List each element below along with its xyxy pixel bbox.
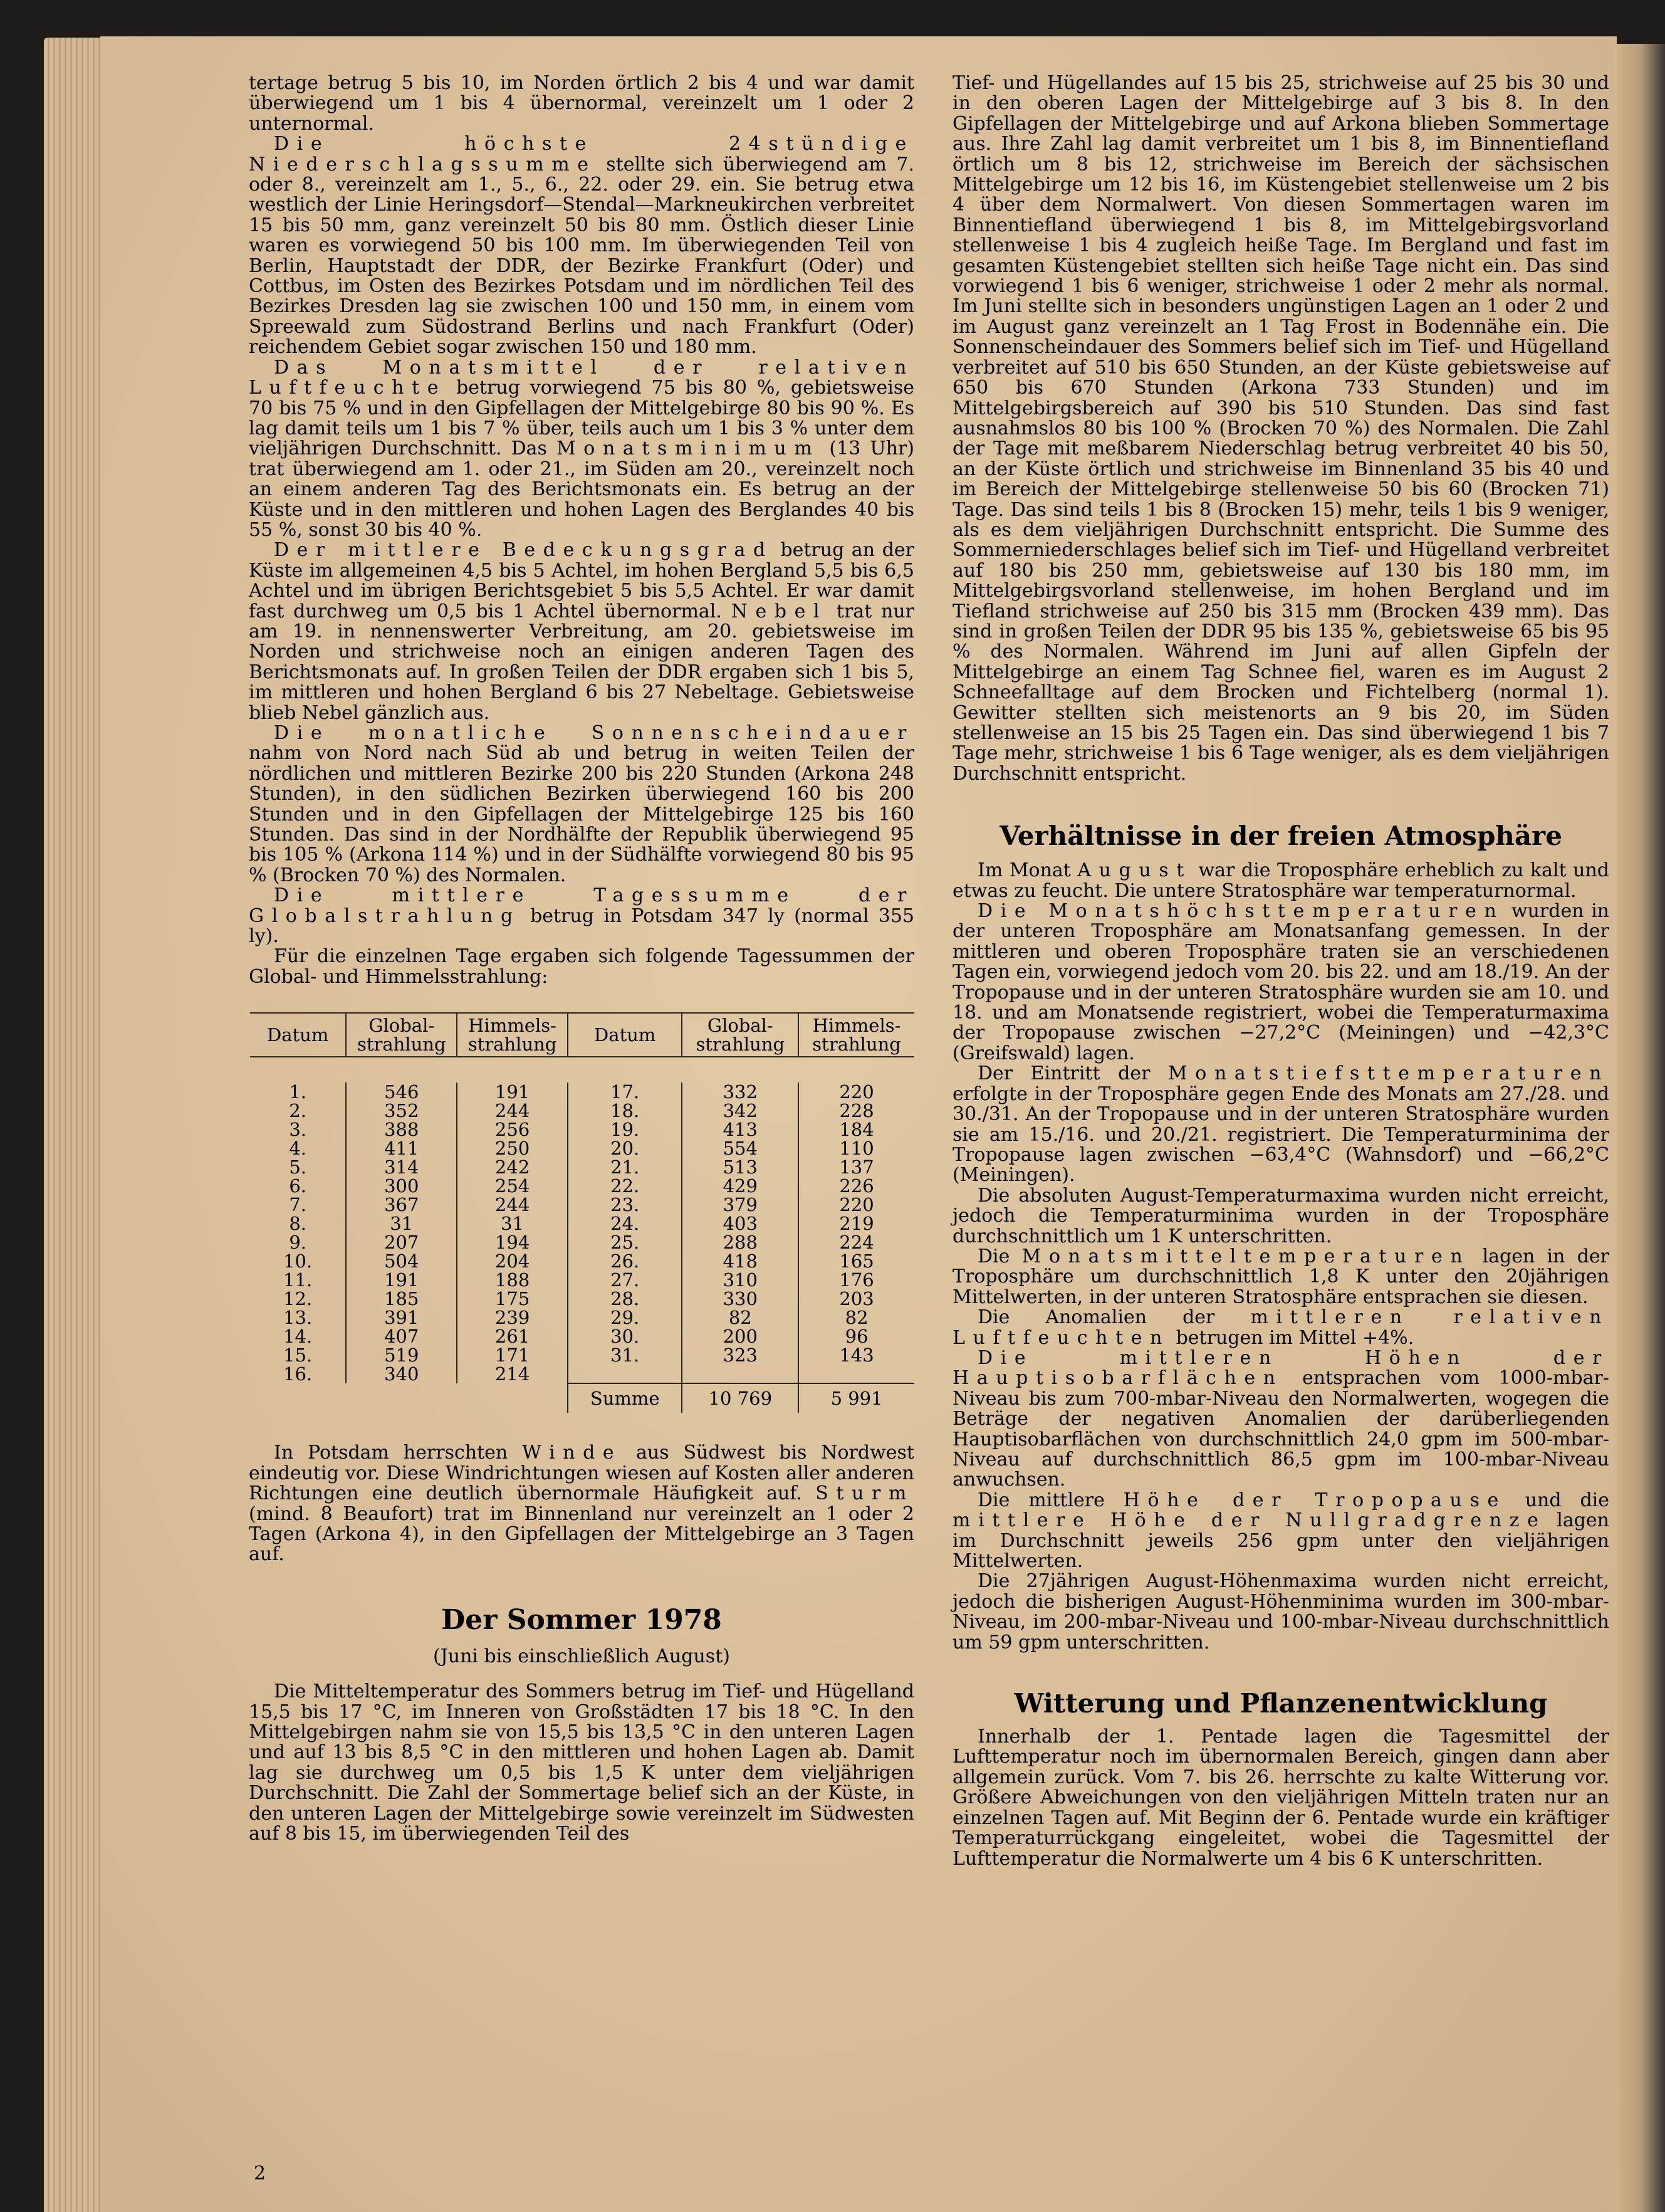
heading-atmosphaere: Verhältnisse in der freien Atmosphäre bbox=[1000, 820, 1562, 852]
table-cell: 300 bbox=[346, 1177, 457, 1195]
table-cell: 244 bbox=[457, 1195, 568, 1214]
table-row bbox=[250, 1101, 914, 1120]
heading-pflanzen: Witterung und Pflanzenentwicklung bbox=[1014, 1688, 1548, 1719]
table-cell: 340 bbox=[346, 1365, 457, 1383]
term: Nebel bbox=[731, 600, 828, 622]
table-row bbox=[250, 1346, 914, 1365]
left-column bbox=[249, 73, 914, 1844]
subheading-sommer: (Juni bis einschließlich August) bbox=[433, 1645, 730, 1667]
text: lagen in der Troposphäre um durchschnittlich 1,8 K unter den 20jährigen Mittelwerten, in der unteren Stratosphäre entsprachen sie diesen. bbox=[953, 1245, 1610, 1308]
table-cell: 26. bbox=[568, 1252, 682, 1271]
table-cell: 228 bbox=[798, 1101, 914, 1120]
paragraph-atmo-6 bbox=[953, 1308, 1609, 1348]
text: lagen im Durchschnitt jeweils 256 gpm unter den vieljährigen Mittelwerten. bbox=[953, 1509, 1609, 1573]
text: trat nur am 19. in nennenswerter Verbreitung, am 20. gebietsweise im Norden und strichweise noch an einigen anderen Tagen des Berichtsmonats auf. In großen Teilen der DDR ergaben sich 1 bis 5, im mittleren und hohen Bergland 6 bis 27 Nebeltage. Gebietsweise blieb Nebel gänzlich aus. bbox=[249, 600, 914, 724]
col-header-himmel: Himmels- strahlung bbox=[457, 1013, 568, 1057]
table-cell: 413 bbox=[682, 1120, 798, 1139]
paragraph-atmo-2 bbox=[953, 901, 1609, 1064]
table-row bbox=[250, 1177, 914, 1195]
table-cell: 16. bbox=[283, 1363, 313, 1385]
paragraph-pflanzen: Innerhalb der 1. Pentade lagen die Tagesmittel der Lufttemperatur noch im übernormalen Bereich, gingen dann aber allgemein zurück. Vom 7. bis 26. herrschte zu kalte Witterung vor. Größere Abweichungen von den vieljährigen Mitteln traten nur an einzelnen Tagen auf. Mit Beginn der 6. Pentade wurde ein kräftiger Temperaturrückgang eingeleitet, wobei die Tagesmittel der Lufttemperatur die Normalwerte um 4 bis 6 K unterschritten. bbox=[953, 1726, 1609, 1870]
table-row bbox=[250, 1308, 914, 1327]
text: Die bbox=[978, 1245, 1022, 1267]
table-sum-himmel: 5 991 bbox=[798, 1383, 914, 1413]
table-cell: 261 bbox=[457, 1327, 568, 1346]
table-cell: 352 bbox=[346, 1101, 457, 1120]
paragraph-sonnenschein bbox=[249, 723, 914, 886]
text: Die Anomalien der bbox=[978, 1306, 1251, 1329]
table-cell: 388 bbox=[346, 1120, 457, 1139]
col-header-himmel-2: Himmels- strahlung bbox=[798, 1013, 914, 1057]
table-cell: 203 bbox=[798, 1289, 914, 1308]
table-cell: 250 bbox=[457, 1139, 568, 1158]
table-cell: 330 bbox=[682, 1289, 798, 1308]
table-cell: 204 bbox=[457, 1252, 568, 1271]
table-cell: 224 bbox=[798, 1233, 914, 1252]
paragraph-globalstrahlung bbox=[249, 886, 914, 946]
paragraph-niederschlag bbox=[249, 134, 914, 357]
table-cell: 242 bbox=[457, 1158, 568, 1177]
table-cell: 25. bbox=[568, 1233, 682, 1252]
term: Die mittleren Höhen der Hauptisobarflächen bbox=[953, 1346, 1609, 1390]
paragraph-atmo-9: Die 27jährigen August-Höhenmaxima wurden nicht erreicht, jedoch die bisherigen August-Höhenminima wurden im 300-mbar-Niveau, im 200-mbar-Niveau und 100-mbar-Niveau durchschnittlich um 59 gpm unterschritten. bbox=[953, 1570, 1609, 1654]
text: betrug an der Küste im allgemeinen 4,5 bis 5 Achtel, im hohen Bergland 5,5 bis 6,5 Achtel und im übrigen Berichtsgebiet 5 bis 5,5 Achtel. Er war damit fast durchweg um 0,5 bis 1 Achtel übernormal. bbox=[249, 539, 914, 622]
table-cell: 30. bbox=[568, 1327, 682, 1346]
text: aus Südwest bis Nordwest eindeutig vor. Diese Windrichtungen wiesen auf Kosten aller anderen Richtungen eine deutlich übernormale Häufigkeit auf. bbox=[249, 1442, 914, 1505]
table-cell: 21. bbox=[568, 1158, 682, 1177]
table-sum-label: Summe bbox=[568, 1383, 682, 1413]
term: mittleren relativen Luftfeuchten bbox=[953, 1306, 1609, 1349]
text: betrug in Potsdam 347 ly (normal 355 ly). bbox=[249, 904, 914, 948]
table-cell: 28. bbox=[568, 1289, 682, 1308]
table-cell: 226 bbox=[798, 1177, 914, 1195]
table-cell: 82 bbox=[682, 1308, 798, 1327]
table-cell bbox=[798, 1365, 914, 1383]
table-cell: 367 bbox=[346, 1195, 457, 1214]
table-cell bbox=[568, 1365, 682, 1383]
table-cell: 184 bbox=[798, 1120, 914, 1139]
table-cell: 1. bbox=[289, 1081, 306, 1103]
table-cell: 176 bbox=[798, 1271, 914, 1289]
table-row bbox=[250, 1139, 914, 1158]
term: Sturm bbox=[815, 1482, 914, 1505]
text: (mind. 8 Beaufort) trat im Binnenland nur vereinzelt an 1 oder 2 Tagen (Arkona 4), in den Gipfellagen der Mittelgebirge an 3 Tagen auf. bbox=[249, 1502, 914, 1566]
paragraph-atmo-8 bbox=[953, 1491, 1609, 1572]
table-sum-global: 10 769 bbox=[682, 1383, 798, 1413]
table-cell: 191 bbox=[457, 1082, 568, 1101]
table-cell: 214 bbox=[457, 1365, 568, 1383]
term: Der mittlere Bedeckungsgrad bbox=[274, 539, 773, 562]
table-cell: 18. bbox=[568, 1101, 682, 1120]
table-cell: 5. bbox=[289, 1156, 306, 1178]
term: Das Monatsmittel der relativen Luftfeuchte bbox=[249, 356, 914, 399]
heading-sommer: Der Sommer 1978 bbox=[441, 1603, 722, 1636]
col-header-datum: Datum bbox=[250, 1013, 346, 1057]
table-cell: 254 bbox=[457, 1177, 568, 1195]
table-cell: 3. bbox=[289, 1119, 306, 1141]
table-cell: 554 bbox=[682, 1139, 798, 1158]
paragraph-winde bbox=[249, 1443, 914, 1565]
table-cell: 185 bbox=[346, 1289, 457, 1308]
text: nahm von Nord nach Süd ab und betrug in weiten Teilen der nördlichen und mittleren Bezirke 200 bis 220 Stunden (Arkona 248 Stunden), in den südlichen Bezirken überwiegend 160 bis 200 Stunden und in den Gipfellagen der Mittelgebirge 125 bis 160 Stunden. Das sind in der Nordhälfte der Republik überwiegend 95 bis 105 % (Arkona 114 %) und in der Südhälfte vorwiegend 80 bis 95 % (Brocken 70 %) des Normalen. bbox=[249, 742, 914, 886]
table-cell: 288 bbox=[682, 1233, 798, 1252]
term: Monatsmitteltemperaturen bbox=[1021, 1245, 1471, 1267]
term: August bbox=[1077, 859, 1192, 882]
strahlung-table bbox=[250, 1012, 914, 1413]
table-cell: 220 bbox=[798, 1082, 914, 1101]
table-row bbox=[250, 1158, 914, 1177]
table-cell: 22. bbox=[568, 1177, 682, 1195]
paragraph-atmo-7 bbox=[953, 1348, 1609, 1491]
table-cell: 6. bbox=[289, 1175, 306, 1197]
term: Höhe der Tropopause bbox=[1123, 1489, 1506, 1511]
term: Monatsminimum bbox=[556, 438, 820, 460]
table-row bbox=[250, 1082, 914, 1101]
table-cell: 513 bbox=[682, 1158, 798, 1177]
paragraph-atmo-5 bbox=[953, 1247, 1609, 1308]
table-cell: 239 bbox=[457, 1308, 568, 1327]
table-cell: 17. bbox=[568, 1082, 682, 1101]
table-cell: 24. bbox=[568, 1214, 682, 1233]
text: In Potsdam herrschten bbox=[274, 1442, 523, 1464]
table-cell: 219 bbox=[798, 1214, 914, 1233]
table-cell: 137 bbox=[798, 1158, 914, 1177]
term: Die höchste 24stündige Niederschlagssumme bbox=[249, 133, 914, 176]
table-cell: 207 bbox=[346, 1233, 457, 1252]
table-cell: 9. bbox=[289, 1232, 306, 1254]
text: (13 Uhr) trat überwiegend am 1. oder 21., im Süden am 20., vereinzelt noch an einem anderen Tag des Berichtsmonats ein. Es betrug an der Küste und in den mittleren und hohen Lagen des Berglandes 40 bis 55 %, sonst 30 bis 40 %. bbox=[249, 438, 914, 541]
col-header-global-2: Global- strahlung bbox=[682, 1013, 798, 1057]
paragraph-atmo-1 bbox=[953, 861, 1609, 901]
table-cell: 10. bbox=[283, 1250, 313, 1272]
book-page-edges bbox=[44, 38, 103, 2212]
paragraph-bedeckung bbox=[249, 540, 914, 723]
book-binding-edge bbox=[1617, 44, 1665, 2212]
table-cell: 31 bbox=[346, 1214, 457, 1233]
table-cell: 82 bbox=[798, 1308, 914, 1327]
table-cell: 7. bbox=[289, 1194, 306, 1216]
table-cell: 2. bbox=[289, 1100, 306, 1122]
table-cell: 403 bbox=[682, 1214, 798, 1233]
text: Der Eintritt der bbox=[978, 1062, 1168, 1085]
term: Monatstiefsttemperaturen bbox=[1167, 1062, 1609, 1085]
table-cell: 19. bbox=[568, 1120, 682, 1139]
text: war die Troposphäre erheblich zu kalt und etwas zu feucht. Die untere Stratosphäre war temperaturnormal. bbox=[953, 859, 1609, 902]
table-cell: 8. bbox=[289, 1213, 306, 1235]
table-cell bbox=[682, 1365, 798, 1383]
table-sum-row bbox=[250, 1383, 914, 1413]
text: Die mittlere bbox=[978, 1489, 1124, 1511]
table-row bbox=[250, 1120, 914, 1139]
table-cell: 96 bbox=[798, 1327, 914, 1346]
table-row bbox=[250, 1327, 914, 1346]
text: wurden in der unteren Troposphäre am Monatsanfang gemessen. In der mittleren und oberen Troposphäre traten sie an verschiedenen Tagen ein, vorwiegend jedoch vom 20. bis 22. und am 18./19. An der Tropopause und in der unteren Stratosphäre wurden sie am 10. und 18. und am Monatsende registriert, wobei die Temperaturmaxima der Tropopause zwischen −27,2°C (Meiningen) und −42,3°C (Greifswald) lagen. bbox=[953, 900, 1609, 1064]
table-cell: 411 bbox=[346, 1139, 457, 1158]
table-row bbox=[250, 1233, 914, 1252]
text: Im Monat bbox=[978, 859, 1078, 882]
table-cell: 20. bbox=[568, 1139, 682, 1158]
table-cell: 11. bbox=[283, 1269, 313, 1291]
term: Die monatliche Sonnenscheindauer bbox=[274, 722, 914, 744]
table-cell: 143 bbox=[798, 1346, 914, 1365]
table-cell: 379 bbox=[682, 1195, 798, 1214]
table-sum-spacer bbox=[250, 1383, 568, 1413]
paragraph-atmo-3 bbox=[953, 1064, 1609, 1185]
table-cell: 519 bbox=[346, 1346, 457, 1365]
col-header-datum-2: Datum bbox=[568, 1013, 682, 1057]
table-cell: 31. bbox=[568, 1346, 682, 1365]
paragraph-tagessummen: Für die einzelnen Tage ergaben sich folgende Tagessummen der Global- und Himmelsstrahlung: bbox=[249, 945, 914, 988]
table-cell: 391 bbox=[346, 1308, 457, 1327]
term: Die mittlere Tagessumme der Globalstrahlung bbox=[249, 884, 914, 927]
table-cell: 342 bbox=[682, 1101, 798, 1120]
table-cell: 12. bbox=[283, 1288, 313, 1310]
table-cell: 4. bbox=[289, 1138, 306, 1160]
table-cell: 429 bbox=[682, 1177, 798, 1195]
paragraph: Tief- und Hügellandes auf 15 bis 25, strichweise auf 25 bis 30 und in den oberen Lagen der Mittelgebirge auf 3 bis 8. In den Gipfellagen der Mittelgebirge und auf Arkona blieben Sommertage aus. Ihre Zahl lag damit verbreitet um 1 bis 8, im Binnentiefland örtlich um 8 bis 12, strichweise im Bereich der sächsischen Mittelgebirge um 12 bis 16, im Küstengebiet stellenweise um 2 bis 4 über dem Normalwert. Von diesen Sommertagen waren im Binnentiefland überwiegend 1 bis 8, im Mittelgebirgsvorland stellenweise 1 bis 4 zugleich heiße Tage. Im Bergland und fast im gesamten Küstengebiet stellten sich heiße Tage nicht ein. Das sind vorwiegend 1 bis 6 weniger, strichweise 1 oder 2 mehr als normal. Im Juni stellte sich in besonders ungünstigen Lagen an 1 oder 2 und im August ganz vereinzelt an 1 Tag Frost in Bodennähe ein. Die Sonnenscheindauer des Sommers belief sich im Tief- und Hügelland verbreitet auf 510 bis 650 Stunden, an der Küste gebietsweise auf 650 bis 670 Stunden (Arkona 733 Stunden) und im Mittelgebirgsbereich auf 390 bis 510 Stunden. Das sind fast ausnahmslos 80 bis 100 % (Brocken 70 %) des Normalen. Die Zahl der Tage mit meßbarem Niederschlag betrug verbreitet 40 bis 50, an der Küste örtlich und strichweise im Binnenland 35 bis 40 und im Bereich der Mittelgebirge stellenweise 50 bis 60 (Brocken 71) Tage. Das sind teils 1 bis 8 (Brocken 15) mehr, teils 1 bis 9 weniger, als es dem vieljährigen Durchschnitt entspricht. Die Summe des Sommerniederschlages belief sich im Tief- und Hügelland verbreitet auf 180 bis 250 mm, gebietsweise auf 130 bis 180 mm, im Mittelgebirgsvorland stellenweise, im hohen Bergland und im Tiefland strichweise auf 250 bis 315 mm (Brocken 439 mm). Das sind in großen Teilen der DDR 95 bis 135 %, gebietsweise 65 bis 95 % des Normalen. Während im Juni auf allen Gipfeln der Mittelgebirge an einem Tag Schnee fiel, waren es im August 2 Schneefalltage auf dem Brocken und Fichtelberg (normal 1). Gewitter stellten sich meistenorts an 9 bis 20, im Süden stellenweise an 15 bis 25 Tagen ein. Das sind überwiegend 1 bis 7 Tage mehr, strichweise 1 bis 6 Tage weniger, als es dem vieljährigen Durchschnitt entspricht. bbox=[953, 72, 1609, 785]
table-cell: 546 bbox=[346, 1082, 457, 1101]
table-cell: 323 bbox=[682, 1346, 798, 1365]
table-cell: 15. bbox=[283, 1344, 313, 1366]
table-row bbox=[250, 1252, 914, 1271]
table-header-row bbox=[250, 1013, 914, 1057]
table-row bbox=[250, 1195, 914, 1214]
paragraph-atmo-4: Die absoluten August-Temperaturmaxima wurden nicht erreicht, jedoch die Temperaturminima wurden in der Troposphäre durchschnittlich um 1 K unterschritten. bbox=[953, 1184, 1609, 1247]
table-cell: 14. bbox=[283, 1326, 313, 1348]
table-cell: 175 bbox=[457, 1289, 568, 1308]
text: entsprachen vom 1000-mbar-Niveau bis zum 700-mbar-Niveau den Normalwerten, wogegen die Beträge der negativen Anomalien der darüberliegenden Hauptisobarflächen von durchschnittlich 24,0 gpm im 500-mbar-Niveau auf durchschnittlich 86,5 gpm im 100-mbar-Niveau anwuchsen. bbox=[953, 1367, 1609, 1491]
table-cell: 256 bbox=[457, 1120, 568, 1139]
table-cell: 165 bbox=[798, 1252, 914, 1271]
table-row bbox=[250, 1289, 914, 1308]
paragraph-sommer: Die Mitteltemperatur des Sommers betrug im Tief- und Hügelland 15,5 bis 17 °C, im Inneren von Großstädten 17 bis 18 °C. In den Mittelgebirgen nahm sie von 15,5 bis 13,5 °C in den unteren Lagen und auf 13 bis 8,5 °C in den mittleren und hohen Lagen ab. Damit lag sie durchweg um 0,5 bis 1,5 K unter dem vieljährigen Durchschnitt. Die Zahl der Sommertage belief sich an der Küste, in den unteren Lagen der Mittelgebirge sowie vereinzelt im Südwesten auf 8 bis 15, im überwiegenden Teil des bbox=[249, 1680, 914, 1845]
table-cell: 332 bbox=[682, 1082, 798, 1101]
paragraph-luftfeuchte bbox=[249, 358, 914, 541]
table-cell: 191 bbox=[346, 1271, 457, 1289]
text: betrug vorwiegend 75 bis 80 %, gebietsweise 70 bis 75 % und in den Gipfellagen der Mittelgebirge 80 bis 90 %. Es lag damit teils um 1 bis 7 % über, teils auch um 1 bis 3 % unter dem vieljährigen Durchschnitt. Das bbox=[249, 377, 914, 460]
table-row bbox=[250, 1365, 914, 1383]
term: Die Monatshöchsttemperaturen bbox=[978, 900, 1505, 923]
text: betrugen im Mittel +4%. bbox=[1170, 1326, 1414, 1349]
table-cell: 27. bbox=[568, 1271, 682, 1289]
table-cell: 13. bbox=[283, 1307, 313, 1329]
table-row bbox=[250, 1271, 914, 1289]
table-cell: 110 bbox=[798, 1139, 914, 1158]
text: und die bbox=[1506, 1489, 1609, 1511]
table-cell: 314 bbox=[346, 1158, 457, 1177]
table-cell: 194 bbox=[457, 1233, 568, 1252]
table-cell: 29. bbox=[568, 1308, 682, 1327]
table-cell: 244 bbox=[457, 1101, 568, 1120]
term: Winde bbox=[522, 1442, 622, 1464]
table-cell: 188 bbox=[457, 1271, 568, 1289]
table-cell: 171 bbox=[457, 1346, 568, 1365]
table-cell: 504 bbox=[346, 1252, 457, 1271]
paragraph: tertage betrug 5 bis 10, im Norden örtlich 2 bis 4 und war damit überwiegend um 1 bis 4 übernormal, vereinzelt um 1 oder 2 unternormal. bbox=[249, 72, 914, 135]
table-cell: 200 bbox=[682, 1327, 798, 1346]
right-column bbox=[953, 73, 1609, 1869]
table-cell: 407 bbox=[346, 1327, 457, 1346]
col-header-global: Global- strahlung bbox=[346, 1013, 457, 1057]
term: mittlere Höhe der Nullgradgrenze bbox=[953, 1509, 1547, 1532]
table-cell: 220 bbox=[798, 1195, 914, 1214]
text: erfolgte in der Troposphäre gegen Ende des Monats am 27./28. und 30./31. An der Tropopause und in der unteren Stratosphäre wurden sie am 15./16. und 20./21. registriert. Die Temperaturminima der Tropopause lagen zwischen −63,4°C (Wahnsdorf) und −66,2°C (Meiningen). bbox=[953, 1082, 1609, 1187]
table-cell: 31 bbox=[457, 1214, 568, 1233]
page-number: 2 bbox=[254, 2162, 266, 2184]
table-cell: 310 bbox=[682, 1271, 798, 1289]
table-cell: 418 bbox=[682, 1252, 798, 1271]
table-row bbox=[250, 1214, 914, 1233]
table-cell: 23. bbox=[568, 1195, 682, 1214]
text: stellte sich überwiegend am 7. oder 8., vereinzelt am 1., 5., 6., 22. oder 29. ein. Sie betrug etwa westlich der Linie Heringsdorf—Stendal—Markneukirchen verbreitet 15 bis 50 mm, ganz vereinzelt 50 bis 80 mm. Östlich dieser Linie waren es vorwiegend 50 bis 100 mm. Im überwiegenden Teil von Berlin, Hauptstadt der DDR, der Bezirke Frankfurt (Oder) und Cottbus, im Osten des Bezirkes Potsdam und im nördlichen Teil des Bezirkes Dresden lag sie zwischen 100 und 150 mm, in einem vom Spreewald zum Südostrand Berlins und nach Frankfurt (Oder) reichendem Gebiet sogar zwischen 150 und 180 mm. bbox=[249, 153, 914, 359]
